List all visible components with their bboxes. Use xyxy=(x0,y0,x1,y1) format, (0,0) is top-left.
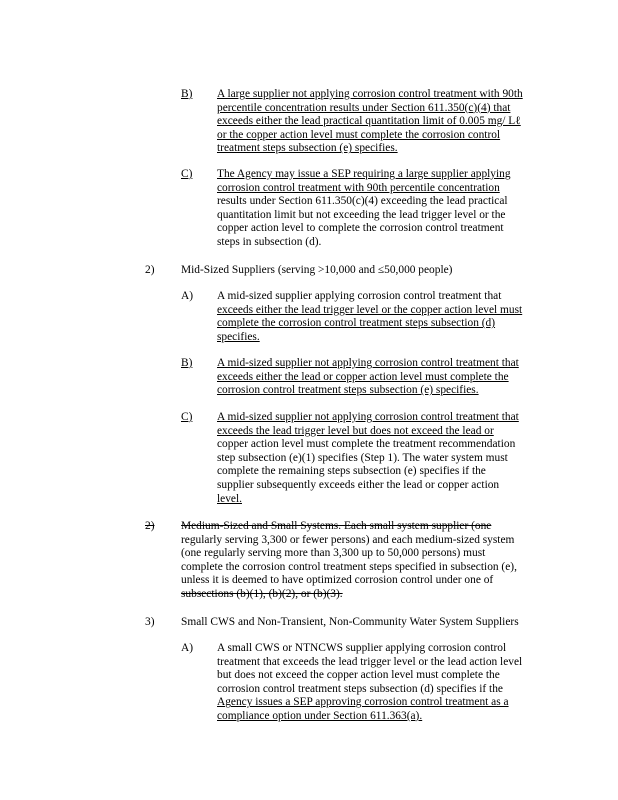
item-text xyxy=(217,290,522,344)
text-line: corrosion control treatment with 90th percentile concentration xyxy=(217,181,500,194)
text-line: complete the corrosion control treatment steps specified in subsection (e), xyxy=(181,560,517,573)
text-line: subsections (b)(1), (b)(2), or (b)(3). xyxy=(181,587,343,600)
text-line: Mid-Sized Suppliers (serving >10,000 and ≤50,000 people) xyxy=(181,264,453,276)
text-line: A mid-sized supplier applying corrosion control treatment that xyxy=(217,290,502,302)
item-text xyxy=(217,168,511,250)
item-label: 2) xyxy=(145,264,155,276)
item-text xyxy=(181,616,519,630)
item-label: 3) xyxy=(145,616,155,628)
item-text xyxy=(181,264,452,278)
text-line: treatment steps subsection (e) specifies. xyxy=(217,142,398,155)
text-line: corrosion control treatment steps subsection (d) specifies if the xyxy=(217,682,503,695)
text-line: exceeds either the lead or copper action level must complete the xyxy=(217,370,509,383)
item-text xyxy=(217,357,519,398)
item-label: C) xyxy=(181,411,193,423)
text-line: specifies. xyxy=(217,330,260,343)
text-line: (one regularly serving more than 3,300 up to 50,000 persons) must xyxy=(181,547,486,560)
item-label: A) xyxy=(181,642,194,654)
text-line: A large supplier not applying corrosion control treatment with 90th xyxy=(217,88,523,100)
text-line: compliance option under Section 611.363(a). xyxy=(217,709,423,722)
text-line: exceeds the lead trigger level but does not exceed the lead or xyxy=(217,424,494,437)
text-line: copper action level to complete the corrosion control treatment xyxy=(217,222,504,235)
text-line: or the copper action level must complete the corrosion control xyxy=(217,128,501,141)
text-line: corrosion control treatment steps subsection (e) specifies. xyxy=(217,384,479,397)
text-line: percentile concentration results under Section 611.350(c)(4) that xyxy=(217,101,511,114)
text-line: exceeds either the lead trigger level or the copper action level must xyxy=(217,303,523,316)
text-line: regularly serving 3,300 or fewer persons) and each medium-sized system xyxy=(181,533,515,546)
text-line: treatment that exceeds the lead trigger level or the lead action level xyxy=(217,655,523,668)
text-line: Small CWS and Non-Transient, Non-Community Water System Suppliers xyxy=(181,616,519,628)
text-line: quantitation limit but not exceeding the lead trigger level or the xyxy=(217,208,506,221)
text-line: copper action level must complete the treatment recommendation xyxy=(217,438,516,451)
text-line: supplier subsequently exceeds either the lead or copper action xyxy=(217,478,500,491)
text-line: but does not exceed the copper action level must complete the xyxy=(217,669,500,682)
text-line: level. xyxy=(217,492,242,505)
item-text xyxy=(181,520,491,534)
text-line: Medium-Sized and Small Systems. Each small system supplier (one xyxy=(181,520,492,532)
text-line: The Agency may issue a SEP requiring a large supplier applying xyxy=(217,168,511,180)
text-line: results under Section 611.350(c)(4) exceeding the lead practical xyxy=(217,195,508,208)
text-line: A small CWS or NTNCWS supplier applying corrosion control xyxy=(217,642,507,654)
item-text xyxy=(217,642,522,724)
text-line: A mid-sized supplier not applying corrosion control treatment that xyxy=(217,357,519,369)
text-line: complete the corrosion control treatment steps subsection (d) xyxy=(217,317,496,330)
item-text xyxy=(217,411,519,506)
item-text xyxy=(217,88,523,156)
text-line: complete the remaining steps subsection (e) specifies if the xyxy=(217,465,486,478)
item-label: B) xyxy=(181,88,193,100)
item-label: C) xyxy=(181,168,193,180)
text-line: A mid-sized supplier not applying corrosion control treatment that xyxy=(217,411,519,423)
text-line: Agency issues a SEP approving corrosion control treatment as a xyxy=(217,696,509,709)
item-label: 2) xyxy=(145,520,155,532)
item-label: B) xyxy=(181,357,193,369)
text-line: exceeds either the lead practical quantitation limit of 0.005 mg/ Lℓ xyxy=(217,115,521,128)
item-label: A) xyxy=(181,290,194,302)
item-text-continued xyxy=(181,534,517,602)
text-line: step subsection (e)(1) specifies (Step 1). The water system must xyxy=(217,451,508,464)
text-line: steps in subsection (d). xyxy=(217,235,322,248)
text-line: unless it is deemed to have optimized corrosion control under one of xyxy=(181,574,494,587)
